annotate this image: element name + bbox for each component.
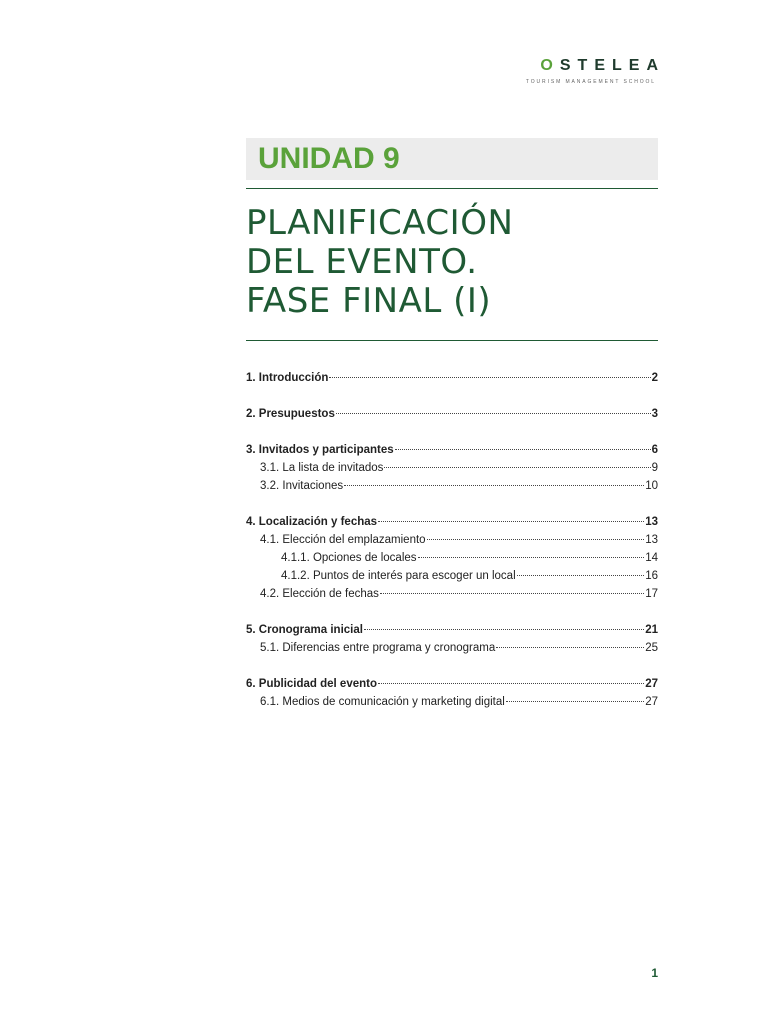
toc-entry-page: 14	[645, 552, 658, 564]
toc-entry-page: 13	[645, 534, 658, 546]
toc-entry-label: 4. Localización y fechas	[246, 516, 378, 528]
toc-entry-label: 6. Publicidad del evento	[246, 678, 378, 690]
toc-entry-label: 4.1. Elección del emplazamiento	[260, 534, 426, 546]
toc-entry-page: 13	[645, 516, 658, 528]
title-line-3: FASE FINAL (I)	[246, 281, 492, 321]
toc-dot-leader	[496, 647, 644, 648]
toc-dot-leader	[364, 629, 644, 630]
toc-entry[interactable]	[246, 516, 658, 532]
toc-entry-label: 3. Invitados y participantes	[246, 444, 394, 456]
toc-dot-leader	[384, 467, 650, 468]
toc-entry-page: 25	[645, 642, 658, 654]
toc-dot-leader	[336, 413, 651, 414]
toc-entry-page: 3	[651, 408, 658, 420]
title-line-1: PLANIFICACIÓN	[246, 203, 514, 243]
title-divider-bottom	[246, 340, 658, 341]
logo-letter-o: O	[540, 57, 560, 74]
toc-entry-label: 5.1. Diferencias entre programa y cronograma	[260, 642, 496, 654]
toc-entry-label: 4.1.2. Puntos de interés para escoger un local	[281, 570, 516, 582]
toc-entry-label: 3.2. Invitaciones	[260, 480, 344, 492]
toc-entry-page: 27	[645, 678, 658, 690]
toc-entry[interactable]	[260, 462, 658, 478]
unit-title: UNIDAD 9	[258, 142, 400, 175]
page-title	[246, 204, 658, 321]
toc-dot-leader	[427, 539, 645, 540]
toc-dot-leader	[517, 575, 645, 576]
toc-entry[interactable]	[246, 678, 658, 694]
toc-entry-label: 4.2. Elección de fechas	[260, 588, 379, 600]
toc-entry-page: 2	[651, 372, 658, 384]
toc-entry[interactable]	[246, 444, 658, 460]
toc-entry-label: 3.1. La lista de invitados	[260, 462, 384, 474]
toc-dot-leader	[395, 449, 651, 450]
toc-entry[interactable]	[281, 552, 658, 568]
toc-entry-page: 17	[645, 588, 658, 600]
unit-header	[246, 138, 658, 180]
toc-dot-leader	[380, 593, 644, 594]
toc-entry[interactable]	[260, 642, 658, 658]
toc-entry-page: 16	[645, 570, 658, 582]
toc-entry-page: 27	[645, 696, 658, 708]
logo-tagline: TOURISM MANAGEMENT SCHOOL	[525, 79, 656, 85]
logo-wordmark	[526, 57, 665, 75]
toc-entry[interactable]	[281, 570, 658, 586]
toc-entry[interactable]	[260, 588, 658, 604]
toc-entry-page: 10	[645, 480, 658, 492]
toc-dot-leader	[418, 557, 645, 558]
toc-dot-leader	[344, 485, 644, 486]
toc-dot-leader	[378, 521, 644, 522]
toc-entry[interactable]	[246, 372, 658, 388]
toc-entry[interactable]	[246, 408, 658, 424]
toc-dot-leader	[329, 377, 650, 378]
ostelea-logo	[525, 57, 665, 85]
toc-entry[interactable]	[260, 696, 658, 712]
title-line-2: DEL EVENTO.	[246, 242, 478, 282]
page-number: 1	[651, 966, 658, 980]
toc-entry-label: 1. Introducción	[246, 372, 329, 384]
toc-entry-page: 6	[651, 444, 658, 456]
toc-entry-label: 6.1. Medios de comunicación y marketing digital	[260, 696, 505, 708]
toc-dot-leader	[506, 701, 644, 702]
toc-dot-leader	[378, 683, 644, 684]
toc-entry[interactable]	[260, 480, 658, 496]
logo-letters: STELEA	[559, 57, 665, 74]
toc-entry[interactable]	[260, 534, 658, 550]
toc-entry-label: 2. Presupuestos	[246, 408, 335, 420]
toc-entry-page: 9	[651, 462, 658, 474]
toc-entry-label: 4.1.1. Opciones de locales	[281, 552, 417, 564]
toc-entry-page: 21	[645, 624, 658, 636]
title-divider-top	[246, 188, 658, 189]
toc-entry[interactable]	[246, 624, 658, 640]
toc-entry-label: 5. Cronograma inicial	[246, 624, 363, 636]
